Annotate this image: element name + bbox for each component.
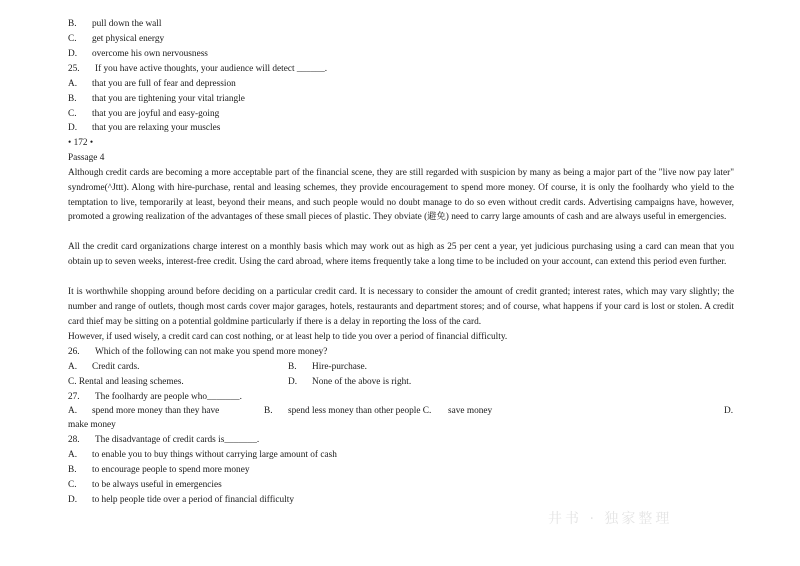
question-number: 28. [68,435,80,445]
option-text: that you are tightening your vital triangle [92,94,245,104]
paragraph-3: It is worthwhile shopping around before deciding on a particular credit card. It is necessary to consider the amount of credit granted; interest rates, which may vary slightly; the number and range of outlets, though most cards cover major garages, hotels, restaurants and department stores; and of course, what happens if your card is lost or stolen. A credit card thief may be sitting on a potential goldmine particularly if there is a delay in reporting the loss of the card. [68,287,734,327]
q26-option-b [288,360,367,375]
q27-option-b [264,404,431,419]
question-28 [68,433,259,448]
option-text: spend less money than other people C. [288,406,432,416]
paragraph-4: However, if used wisely, a credit card can cost nothing, or at least help to tide you over a period of financial difficulty. [68,332,508,342]
passage-title: Passage 4 [68,153,105,163]
question-number: 27. [68,392,80,402]
q28-option-b [68,463,249,478]
option-letter: A. [68,450,78,460]
q26-option-a [68,360,140,375]
option-letter: B. [68,19,77,29]
q27-option-a [68,404,219,419]
option-text: pull down the wall [92,19,162,29]
q25-option-b [68,92,245,107]
watermark: 井书 · 独家整理 [548,511,673,527]
option-letter: B. [68,465,77,475]
option-letter: A. [68,362,78,372]
paragraph-1: Although credit cards are becoming a more acceptable part of the financial scene, they are still regarded with suspicion by many as being a major part of the "live now pay later" syndrome(^Jttt). Along with hire-purchase, rental and leasing schemes, they provide encouragement to spend more money. Of course, it is only the foolhardy who yield to the temptation to live, temporarily at least, beyond their means, and such people would no doubt manage to do so even without credit cards. Advertising campaigns have, however, promoted a growing realization of the advantages of these small pieces of plastic. They obviate (避免) need to carry large amounts of cash and are always useful in emergencies. [68,168,734,223]
question-text: The disadvantage of credit cards is_______. [95,435,260,445]
option-text: to help people tide over a period of financial difficulty [92,495,294,505]
option-text: that you are full of fear and depression [92,79,236,89]
option-text: Hire-purchase. [312,362,367,372]
question-26 [68,345,327,360]
q26-option-d [288,375,411,390]
option-text: Credit cards. [92,362,140,372]
option-letter: B. [288,362,297,372]
option-letter: A. [68,79,78,89]
option-letter: B. [264,406,273,416]
question-text: The foolhardy are people who_______. [95,392,242,402]
question-27 [68,390,242,405]
q25-option-a [68,77,236,92]
paragraph-2: All the credit card organizations charge interest on a monthly basis which may work out as high as 25 per cent a year, yet judicious purchasing using a card can mean that you obtain up to seven weeks, interest-free credit. Using the card abroad, where items frequently take a long time to be included on your account, can extend this period even further. [68,242,734,267]
option-text: None of the above is right. [312,377,412,387]
option-letter: C. [68,34,77,44]
option-letter: B. [68,94,77,104]
option-letter: C. [68,480,77,490]
option-letter: D. [68,49,78,59]
page-number: • 172 • [68,138,94,148]
option-letter: D. [68,123,78,133]
option-text: to encourage people to spend more money [92,465,250,475]
option-text: that you are relaxing your muscles [92,123,221,133]
question-number: 25. [68,64,80,74]
q25-option-d [68,121,220,136]
q27-option-c: save money [448,406,493,416]
q28-option-c [68,478,222,493]
option-text: overcome his own nervousness [92,49,208,59]
q25-option-c [68,107,219,122]
option-text: to be always useful in emergencies [92,480,222,490]
option-text: to enable you to buy things without carrying large amount of cash [92,450,337,460]
q27-option-d-letter: D. [724,406,734,416]
option-text: that you are joyful and easy-going [92,109,220,119]
option-b [68,17,161,32]
q28-option-d [68,493,294,508]
q28-option-a [68,448,337,463]
option-c [68,32,164,47]
question-25 [68,62,327,77]
question-text: If you have active thoughts, your audience will detect ______. [95,64,328,74]
option-letter: D. [288,377,298,387]
q26-option-c: C. Rental and leasing schemes. [68,377,184,387]
option-text: spend more money than they have [92,406,220,416]
option-letter: D. [68,495,78,505]
question-number: 26. [68,347,80,357]
option-letter: C. [68,109,77,119]
question-text: Which of the following can not make you spend more money? [95,347,328,357]
option-letter: A. [68,406,78,416]
option-text: get physical energy [92,34,165,44]
q27-option-d-text: make money [68,420,116,430]
option-d [68,47,208,62]
